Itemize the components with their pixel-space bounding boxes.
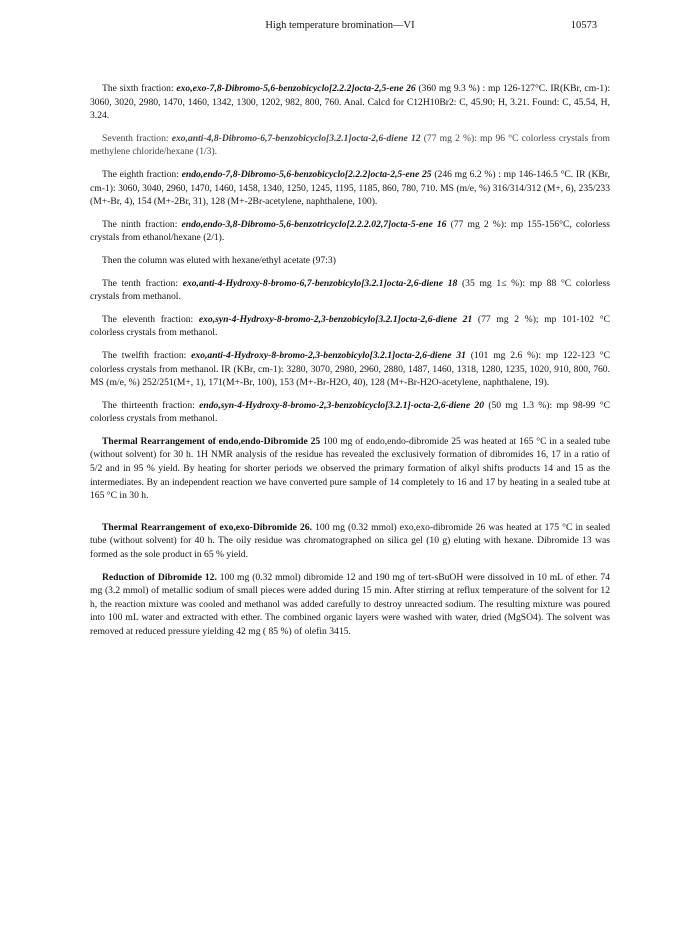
fraction-lead: The eleventh fraction:: [102, 313, 199, 325]
paragraph-body: (50 mg 1.3 %): mp 98-99 °C colorless crystals from methanol.: [90, 399, 610, 425]
compound-name: exo,exo-7,8-Dibromo-5,6-benzobicyclo[2.2.2]octa-2,5-ene 26: [176, 83, 416, 94]
running-title: High temperature bromination—VI: [265, 20, 415, 31]
compound-name: endo,endo-3,8-Dibromo-5,6-benzotricyclo[2.2.2.02,7]octa-5-ene 16: [181, 218, 447, 230]
paragraph-body: (77 mg 2 %); mp 101-102 °C colorless crystals from methanol.: [90, 313, 610, 339]
paragraph-column-elution: [90, 254, 610, 268]
compound-name: endo,syn-4-Hydroxy-8-bromo-2,3-benzobicyclo[3.2.1]-octa-2,6-diene 20: [199, 399, 484, 411]
paragraph-body: Then the column was eluted with hexane/ethyl acetate (97:3): [102, 254, 336, 266]
paragraph-body: (77 mg 2 %): mp 155-156°C, colorless crystals from ethanol/hexane (2/1).: [90, 218, 610, 244]
fraction-lead: The ninth fraction:: [102, 218, 182, 230]
compound-name: exo,anti-4-Hydroxy-8-bromo-6,7-benzobicylo[3.2.1]octa-2,6-diene 18: [182, 277, 458, 289]
fraction-lead: The tenth fraction:: [102, 277, 183, 289]
section-heading: Reduction of Dibromide 12.: [102, 571, 217, 583]
paragraph-ninth-fraction: [90, 218, 610, 245]
fraction-lead: The sixth fraction:: [102, 83, 177, 94]
page-header: [0, 20, 680, 36]
paragraph-eleventh-fraction: [90, 313, 610, 340]
paragraph-body: (101 mg 2.6 %): mp 122-123 °C colorless crystals from methanol. IR (KBr, cm-1): 3280, 3070, 2980, 2960, 2880, 1487, 1460, 1318, 1280, 1235, 1020, 910, 800, 760. MS (m/e, %) 252/251(M+, 1), 171(M+-Br, 100), 153 (M+-Br-H2O, 40), 128 (M+-Br-H2O-acetylene, naphthalene, 19).: [90, 349, 611, 389]
paragraph-body: 100 mg of endo,endo-dibromide 25 was heated at 165 °C in a sealed tube (without solvent) for 30 h. 1H NMR analysis of the residue has revealed the exclusively formation of dibromides 16, 17 in a ratio of 5/2 and in 95 % yield. By heating for shorter periods we observed the primary formation of alkyl shifts products 14 and 15 as the intermediates. By an independent reaction we have converted pure sample of 14 completely to 16 and 17 by heating in a sealed tube at 165 °C in 30 h.: [90, 435, 610, 502]
section-heading: Thermal Rearrangement of endo,endo-Dibromide 25: [102, 435, 321, 447]
article-body: [90, 82, 610, 648]
page-number: 10573: [570, 20, 597, 31]
compound-name: endo,endo-7,8-Dibromo-5,6-benzobicyclo[2.2.2]octa-2,5-ene 25: [181, 168, 432, 180]
section-heading: Thermal Rearrangement of exo,exo-Dibromide 26.: [102, 521, 312, 533]
paragraph-body: 100 mg (0.32 mmol) exo,exo-dibromide 26 was heated at 175 °C in sealed tube (without solvent) for 40 h. The oily residue was chromatographed on silica gel (10 g) eluting with hexane. Dibromide 13 was formed as the sole product in 65 % yield.: [90, 521, 611, 561]
paragraph-eighth-fraction: [90, 168, 610, 209]
fraction-lead: The eighth fraction:: [102, 168, 182, 180]
paragraph-sixth-fraction: [90, 82, 610, 123]
fraction-lead: The thirteenth fraction:: [102, 399, 200, 411]
paragraph-reduction-dibromide-12: [90, 571, 610, 639]
compound-name: exo,anti-4-Hydroxy-8-bromo-2,3-benzobicylo[3.2.1]octa-2,6-diene 31: [191, 349, 466, 361]
paragraph-tenth-fraction: [90, 277, 610, 304]
paragraph-thirteenth-fraction: [90, 399, 610, 426]
paragraph-body: 100 mg (0.32 mmol) dibromide 12 and 190 mg of tert-sBuOH were dissolved in 10 mL of ether. 74 mg (3.2 mmol) of metallic sodium of small pieces were added during 15 min. After stirring at reflux temperature of the solvent for 12 h, the reaction mixture was cooled and methanol was added carefully to destroy unreacted sodium. The resulting mixture was poured into 100 mL water and extracted with ether. The combined organic layers were washed with water, dried (MgSO4). The solvent was removed at reduced pressure yielding 42 mg ( 85 %) of olefin 3415.: [90, 571, 610, 637]
paragraph-seventh-fraction: [90, 132, 610, 159]
paragraph-thermal-rearrangement-26: [90, 521, 610, 562]
paragraph-body: (360 mg 9.3 %) : mp 126-127°C. IR(KBr, cm-1): 3060, 3020, 2980, 1470, 1460, 1342, 1300, 1202, 982, 800, 760. Anal. Calcd for C12H10Br2: C, 45.90; H, 3.21. Found: C, 45.54, H, 3.24.: [90, 83, 611, 122]
paragraph-body: (246 mg 6.2 %) : mp 146-146.5 °C. IR (KBr, cm-1): 3060, 3040, 2960, 1470, 1460, 1458, 1340, 1250, 1245, 1195, 1185, 860, 780, 710. MS (m/e, %) 316/314/312 (M+, 6), 235/233 (M+-Br, 4), 154 (M+-2Br, 31), 128 (M+-2Br-acetylene, naphthalene, 100).: [90, 168, 610, 208]
paragraph-twelfth-fraction: [90, 349, 610, 390]
paragraph-body: (35 mg 1≤ %): mp 88 °C colorless crystals from methanol.: [90, 277, 611, 303]
compound-name: exo,anti-4,8-Dibromo-6,7-benzobicyclo[3.2.1]octa-2,6-diene 12: [171, 132, 421, 144]
paragraph-thermal-rearrangement-25: [90, 435, 610, 503]
paragraph-body: (77 mg 2 %): mp 96 °C colorless crystals from methylene chloride/hexane (1/3).: [90, 132, 611, 158]
fraction-lead: The twelfth fraction:: [102, 349, 192, 361]
compound-name: exo,syn-4-Hydroxy-8-bromo-2,3-benzobicylo[3.2.1]octa-2,6-diene 21: [198, 313, 473, 325]
fraction-lead: Seventh fraction:: [102, 132, 172, 144]
